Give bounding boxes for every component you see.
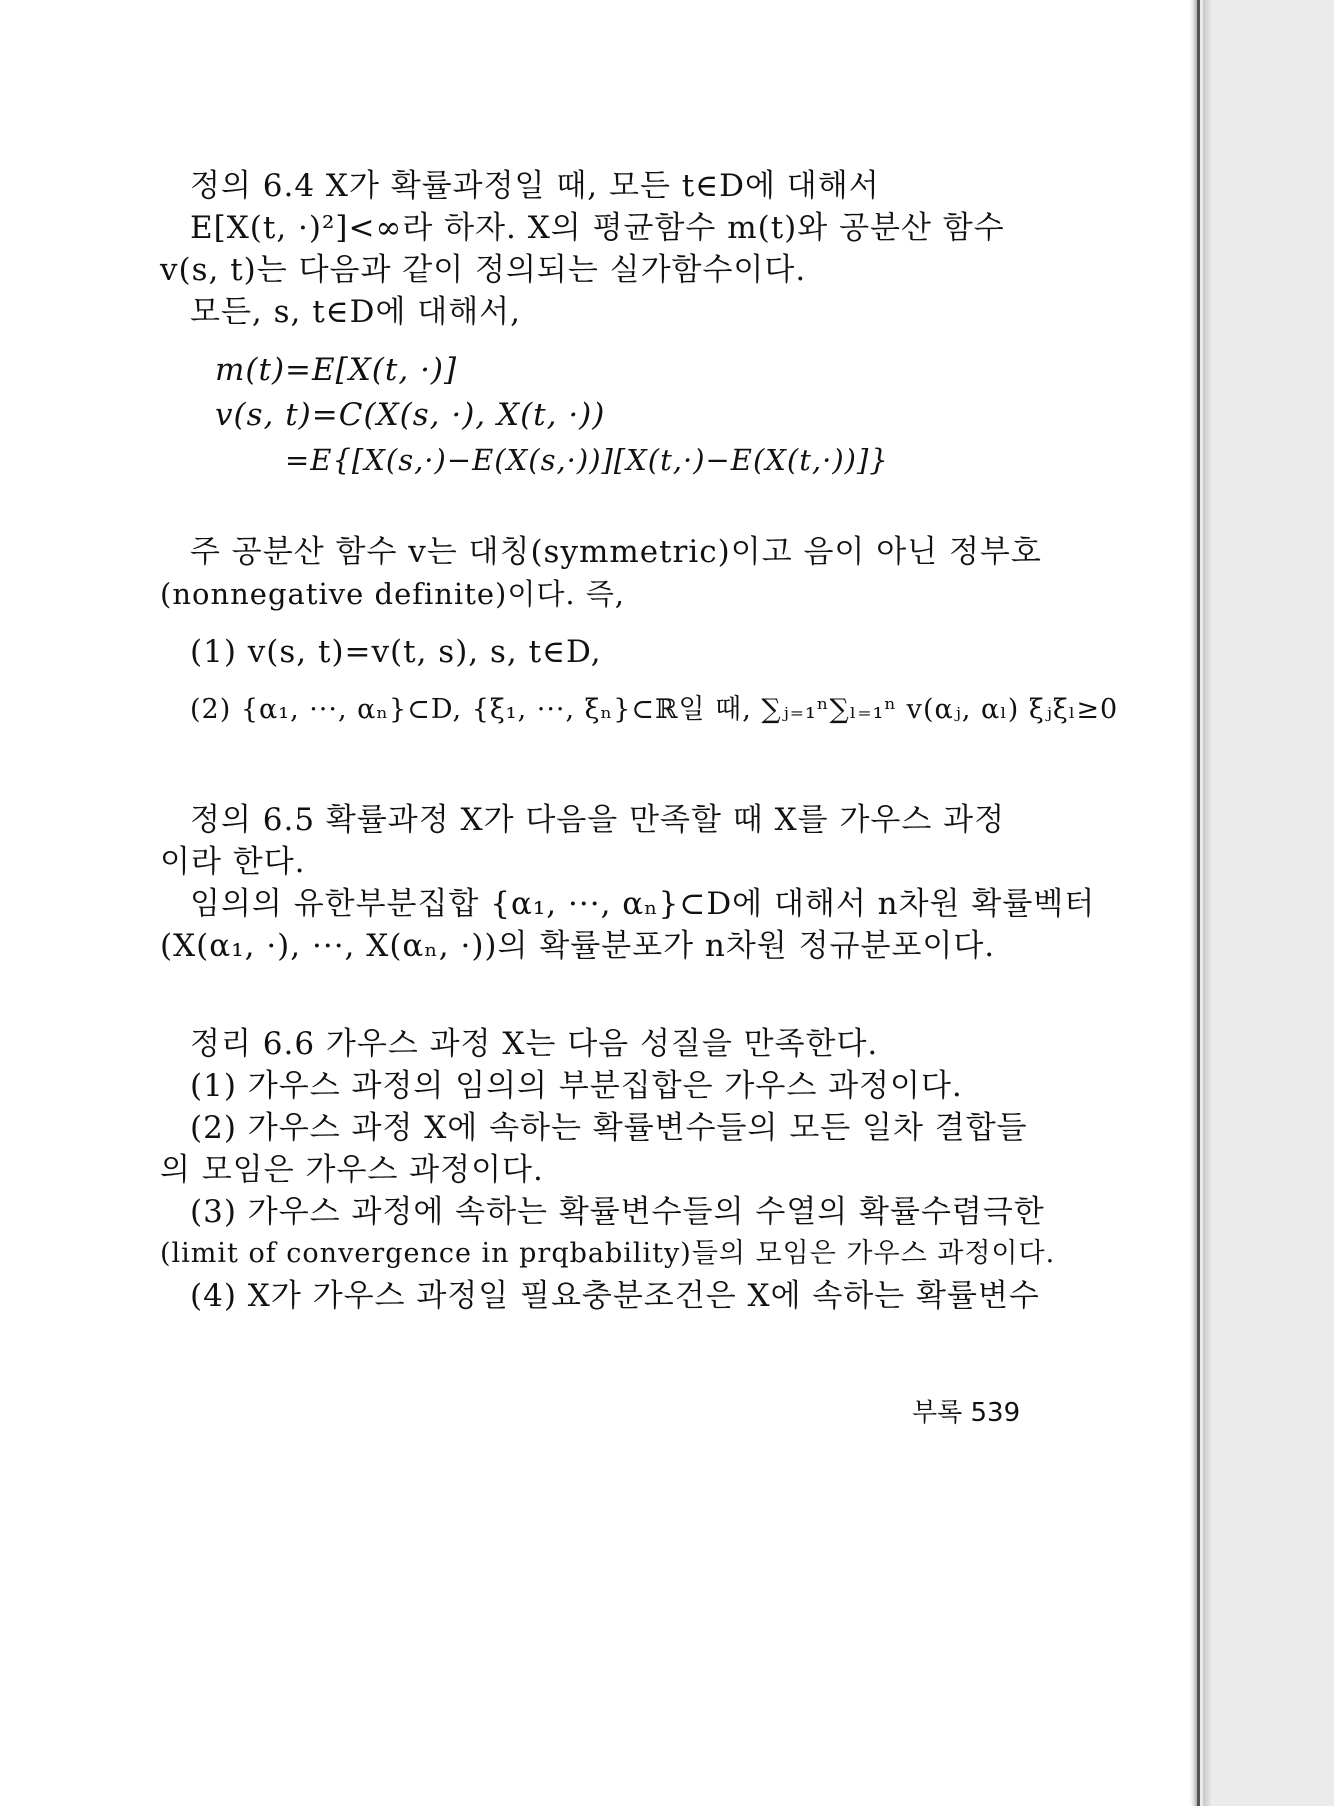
remark-item-2: (2) {α₁, ···, αₙ}⊂D, {ξ₁, ···, ξₙ}⊂ℝ일 때, ∑ⱼ₌₁ⁿ∑ₗ₌₁ⁿ v(αⱼ, αₗ) ξⱼξₗ≥0 — [190, 694, 1119, 725]
theorem-6-6-line-2: (1) 가우스 과정의 임의의 부분집합은 가우스 과정이다. — [190, 1068, 963, 1104]
equation-mean-function: m(t)=E[X(t, ·)] — [215, 352, 458, 388]
page-number: 부록 539 — [912, 1398, 1021, 1428]
remark-line-1: 주 공분산 함수 v는 대칭(symmetric)이고 음이 아닌 정부호 — [190, 534, 1042, 570]
definition-6-5-line-2: 이라 한다. — [160, 844, 306, 880]
definition-6-4-line-2: E[X(t, ·)²]<∞라 하자. X의 평균함수 m(t)와 공분산 함수 — [190, 210, 1005, 246]
theorem-6-6-line-4: 의 모임은 가우스 과정이다. — [160, 1152, 544, 1188]
definition-6-4-line-3: v(s, t)는 다음과 같이 정의되는 실가함수이다. — [160, 252, 807, 288]
definition-6-5-line-3: 임의의 유한부분집합 {α₁, ···, αₙ}⊂D에 대해서 n차원 확률벡터 — [190, 886, 1096, 922]
equation-covariance-function: v(s, t)=C(X(s, ·), X(t, ·)) — [215, 397, 606, 433]
definition-6-5-line-1: 정의 6.5 확률과정 X가 다음을 만족할 때 X를 가우스 과정 — [190, 802, 1006, 838]
definition-6-5-line-4: (X(α₁, ·), ···, X(αₙ, ·))의 확률분포가 n차원 정규분포이다. — [160, 928, 996, 964]
definition-6-4-line-4: 모든, s, t∈D에 대해서, — [190, 294, 521, 330]
definition-6-4-line-1: 정의 6.4 X가 확률과정일 때, 모든 t∈D에 대해서 — [190, 168, 880, 204]
remark-line-2: (nonnegative definite)이다. 즉, — [160, 577, 626, 611]
theorem-6-6-line-7: (4) X가 가우스 과정일 필요충분조건은 X에 속하는 확률변수 — [190, 1278, 1040, 1314]
equation-covariance-expansion: =E{[X(s,·)−E(X(s,·))][X(t,·)−E(X(t,·))]} — [285, 443, 889, 477]
theorem-6-6-line-3: (2) 가우스 과정 X에 속하는 확률변수들의 모든 일차 결합들 — [190, 1110, 1028, 1146]
theorem-6-6-line-6: (limit of convergence in prqbability)들의 모임은 가우스 과정이다. — [160, 1238, 1056, 1269]
theorem-6-6-line-1: 정리 6.6 가우스 과정 X는 다음 성질을 만족한다. — [190, 1026, 879, 1062]
theorem-6-6-line-5: (3) 가우스 과정에 속하는 확률변수들의 수열의 확률수렴극한 — [190, 1194, 1045, 1230]
page-edge — [1203, 0, 1213, 1806]
remark-item-1: (1) v(s, t)=v(t, s), s, t∈D, — [190, 634, 602, 670]
